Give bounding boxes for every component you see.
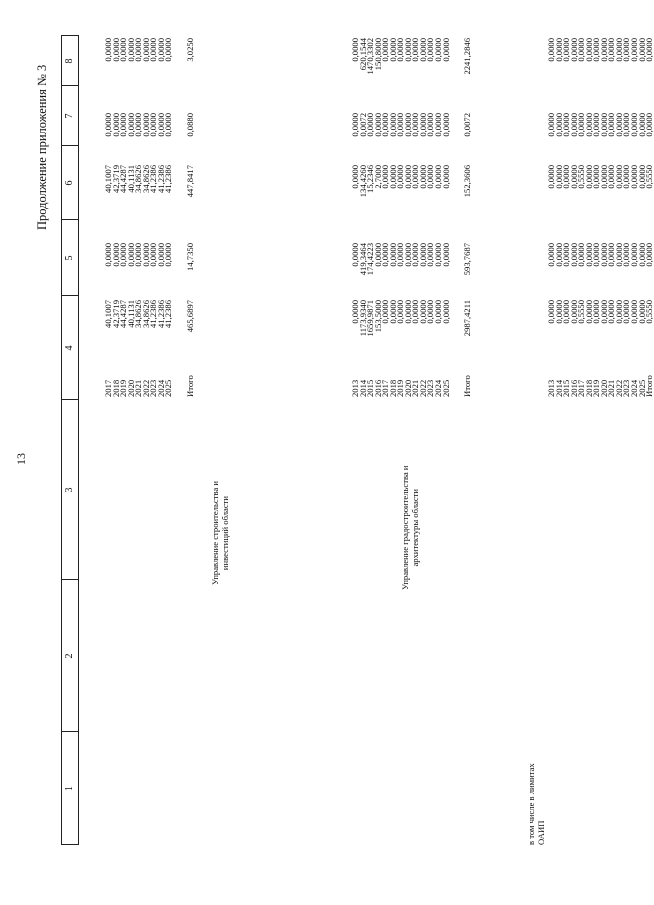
table-cell: 34,8626 [140, 165, 151, 193]
table-cell: 0,0000 [568, 243, 579, 267]
table-cell: 0,0000 [636, 300, 647, 324]
table-cell: 0,0000 [583, 165, 594, 189]
table-cell: 0,0000 [387, 300, 398, 324]
section-3-column-c6 [548, 165, 654, 225]
total-cell: 465,6897 [184, 300, 195, 333]
total-cell: 152,3606 [462, 165, 473, 198]
table-cell: 2023 [148, 379, 159, 397]
table-cell: 41,2386 [155, 165, 166, 193]
table-cell: 0,0000 [546, 300, 556, 324]
table-cell: 0,0000 [576, 38, 587, 62]
table-cell: 40,1007 [103, 165, 113, 193]
table-cell: 0,0000 [546, 243, 556, 267]
table-cell: 2015 [365, 379, 376, 397]
table-cell: 0,0000 [576, 243, 587, 267]
total-cell: 14,7350 [184, 243, 195, 271]
table-cell: 0,0000 [621, 300, 632, 324]
column-number-5: 5 [64, 255, 75, 261]
total-cell: 2987,4211 [462, 300, 473, 337]
table-cell: 0,0000 [103, 38, 113, 62]
table-cell: 2020 [598, 379, 609, 397]
table-cell: 0,0000 [410, 38, 421, 62]
table-cell: 0,0000 [561, 243, 572, 267]
table-cell: 153,5000 [372, 300, 383, 333]
table-cell: 0,0000 [380, 243, 391, 267]
table-cell: 0,0000 [387, 165, 398, 189]
column-number-3: 3 [64, 487, 75, 493]
table-cell: 0,0000 [140, 38, 151, 62]
table-cell: 34,8626 [133, 300, 144, 328]
table-cell: 2014 [357, 379, 368, 397]
table-cell: 0,0000 [598, 113, 609, 137]
table-cell: 0,0000 [133, 243, 144, 267]
table-cell: 2023 [621, 379, 632, 397]
table-cell: 2024 [433, 379, 444, 397]
table-cell: 0,0000 [402, 38, 413, 62]
table-cell: 0,0000 [387, 38, 398, 62]
section-1-column-c5 [105, 243, 173, 293]
table-cell: 0,0000 [613, 38, 624, 62]
section-2-column-c6 [352, 165, 450, 225]
table-cell: 0,0000 [410, 243, 421, 267]
table-cell: 41,2386 [163, 165, 174, 193]
total-cell: 0,0072 [462, 113, 473, 137]
org-label-line: Управление строительства и [210, 481, 220, 585]
table-cell: 0,0000 [644, 38, 654, 62]
table-cell: 0,0000 [621, 38, 632, 62]
table-cell: 1659,9871 [365, 300, 376, 337]
table-cell: 0,0000 [440, 113, 451, 137]
table-cell: 0,0000 [425, 300, 436, 324]
table-header-bottom-border [78, 35, 79, 845]
table-cell: 0,0000 [636, 165, 647, 189]
table-cell: 0,0000 [380, 300, 391, 324]
column-number-6: 6 [64, 180, 75, 186]
table-cell: 0,0000 [365, 113, 376, 137]
table-cell: 44,4287 [118, 165, 129, 193]
table-cell: 0,0000 [410, 300, 421, 324]
table-cell: 0,0000 [433, 38, 444, 62]
table-cell: 0,0000 [629, 165, 640, 189]
table-cell: 0,5550 [576, 165, 587, 189]
table-cell: 2018 [583, 379, 594, 397]
table-cell: 2020 [402, 379, 413, 397]
table-cell: 0,0000 [636, 113, 647, 137]
table-cell: 2022 [613, 379, 624, 397]
org-label-construction [210, 481, 230, 585]
table-cell: 44,4287 [118, 300, 129, 328]
table-cell: 0,0000 [425, 165, 436, 189]
column-number-4: 4 [64, 345, 75, 351]
table-cell: 0,0000 [621, 165, 632, 189]
table-cell: 0,0000 [568, 300, 579, 324]
table-cell: 0,0000 [591, 113, 602, 137]
table-cell: 0,0000 [591, 300, 602, 324]
table-cell: 0,0000 [433, 113, 444, 137]
table-cell: 0,0000 [598, 300, 609, 324]
table-cell: 0,0000 [133, 113, 144, 137]
appendix-caption: Продолжение приложения № 3 [35, 64, 49, 230]
table-cell: 0,0000 [561, 300, 572, 324]
org-label-line: Управление градостроительства и [400, 465, 410, 590]
table-cell: 0,0000 [387, 113, 398, 137]
table-cell: 0,0000 [425, 113, 436, 137]
table-cell: 0,0000 [553, 243, 564, 267]
table-cell: 0,0000 [402, 243, 413, 267]
table-cell: 0,0000 [644, 113, 654, 137]
table-cell: 0,0000 [395, 38, 406, 62]
table-cell: 0,0000 [103, 243, 113, 267]
total-cell: 447,8417 [184, 165, 195, 198]
section-3-column-year [548, 367, 654, 397]
table-cell: 0,0000 [417, 165, 428, 189]
table-cell: 0,0000 [417, 300, 428, 324]
table-cell: 40,1131 [125, 300, 136, 328]
table-cell: 0,0000 [380, 113, 391, 137]
table-cell: 0,0000 [629, 300, 640, 324]
table-cell: 2017 [380, 379, 391, 397]
table-cell: 0,0000 [402, 113, 413, 137]
table-cell: 2015 [561, 379, 572, 397]
table-cell: 2019 [591, 379, 602, 397]
table-cell: 42,3719 [110, 165, 121, 193]
table-cell: 0,0000 [598, 165, 609, 189]
table-cell: 0,0000 [606, 113, 617, 137]
table-cell: 0,0000 [606, 243, 617, 267]
section-2-column-c8 [352, 38, 450, 83]
table-cell: 0,0000 [417, 243, 428, 267]
table-cell: 0,0000 [372, 113, 383, 137]
table-cell: 2024 [155, 379, 166, 397]
section-3-column-c5 [548, 243, 654, 293]
table-cell: 41,2386 [148, 300, 159, 328]
note-line: в том числе в лимитах [526, 763, 536, 845]
table-cell: 2019 [118, 379, 129, 397]
table-cell: 0,0000 [636, 243, 647, 267]
section-3-column-c7 [548, 113, 654, 153]
total-cell: 0,0880 [184, 113, 195, 137]
table-cell: 0,0000 [583, 38, 594, 62]
table-cell: 620,1544 [357, 38, 368, 71]
table-cell: 41,2386 [155, 300, 166, 328]
table-cell: 15,2346 [365, 165, 376, 193]
table-cell: 419,3464 [357, 243, 368, 276]
table-cell: 0,0000 [440, 300, 451, 324]
table-cell: 0,0000 [553, 38, 564, 62]
table-cell: 2022 [417, 379, 428, 397]
org-label-line: инвестиций области [220, 495, 230, 571]
table-cell: 0,0000 [553, 300, 564, 324]
table-cell: 2017 [576, 379, 587, 397]
table-cell: 0,0000 [440, 165, 451, 189]
table-cell: 2021 [606, 379, 617, 397]
table-cell: 0,0000 [110, 38, 121, 62]
table-cell: 0,0000 [140, 243, 151, 267]
table-cell: 0,0000 [621, 113, 632, 137]
table-cell: 2025 [636, 379, 647, 397]
section-2-column-c7 [352, 113, 450, 153]
total-cell: Итого [462, 375, 473, 397]
table-cell: 2024 [629, 379, 640, 397]
table-cell: 0,0000 [591, 165, 602, 189]
table-cell: 0,0000 [636, 38, 647, 62]
table-cell: 0,0000 [546, 38, 556, 62]
table-cell: 0,0000 [163, 38, 174, 62]
table-cell: 0,0000 [402, 300, 413, 324]
table-cell: 0,0000 [613, 165, 624, 189]
table-cell: 2019 [395, 379, 406, 397]
table-cell: 2025 [440, 379, 451, 397]
table-cell: 0,0000 [350, 113, 360, 137]
table-cell: 0,0000 [125, 113, 136, 137]
table-cell: 2018 [110, 379, 121, 397]
table-cell: 41,2386 [163, 300, 174, 328]
table-cell: 0,0000 [148, 113, 159, 137]
table-cell: 0,0000 [155, 113, 166, 137]
table-cell: 0,0000 [621, 243, 632, 267]
section-1-column-c7 [105, 113, 173, 153]
table-cell: 0,5550 [576, 300, 587, 324]
table-cell: 0,0000 [568, 165, 579, 189]
table-cell: 0,0000 [606, 165, 617, 189]
table-cell: 0,0000 [440, 243, 451, 267]
table-cell: 40,1131 [125, 165, 136, 193]
table-cell: 0,0000 [644, 243, 654, 267]
table-cell: 150,8000 [372, 38, 383, 71]
table-cell: 0,0000 [110, 113, 121, 137]
table-cell: 0,0000 [583, 300, 594, 324]
total-cell: 3,0250 [184, 38, 195, 62]
table-cell: 134,4260 [357, 165, 368, 198]
section-1-column-c4 [105, 300, 173, 360]
table-cell: 0,0000 [148, 38, 159, 62]
column-number-7: 7 [64, 113, 75, 119]
table-cell: 2013 [350, 379, 360, 397]
table-cell: 0,0000 [546, 165, 556, 189]
section-2-column-c5 [352, 243, 450, 293]
table-cell: 0,0000 [380, 38, 391, 62]
table-cell: 0,0000 [350, 165, 360, 189]
table-cell: 0,0000 [395, 165, 406, 189]
table-cell: 0,0000 [433, 165, 444, 189]
table-cell: 2016 [372, 379, 383, 397]
org-label-urban-planning [400, 466, 420, 591]
table-cell: 0,0000 [110, 243, 121, 267]
total-cell: Итого [184, 375, 195, 397]
table-cell: 0,0000 [372, 243, 383, 267]
table-cell: 40,1007 [103, 300, 113, 328]
column-number-1: 1 [64, 786, 75, 791]
table-cell: 0,0000 [410, 165, 421, 189]
table-cell: 2022 [140, 379, 151, 397]
table-cell: 2016 [568, 379, 579, 397]
page-number: 13 [14, 453, 28, 465]
table-cell: 0,0000 [553, 165, 564, 189]
table-cell: 0,0000 [583, 243, 594, 267]
section-3-column-c8 [548, 38, 654, 83]
table-cell: 0,0000 [395, 243, 406, 267]
table-cell: 0,5550 [644, 165, 654, 189]
table-cell: 0,0000 [440, 38, 451, 62]
table-cell: 0,0000 [576, 113, 587, 137]
table-cell: 0,0000 [606, 300, 617, 324]
table-cell: 41,2386 [148, 165, 159, 193]
table-cell: 0,0000 [606, 38, 617, 62]
table-top-border [61, 35, 62, 845]
table-cell: 0,0000 [395, 113, 406, 137]
total-cell: 593,7687 [462, 243, 473, 276]
table-cell: 0,0072 [357, 113, 368, 137]
note-line: ОАИП [536, 820, 546, 845]
table-cell: 0,0000 [148, 243, 159, 267]
table-cell: 2021 [410, 379, 421, 397]
table-cell: 0,0000 [155, 243, 166, 267]
section-2-column-c4 [352, 300, 450, 360]
table-cell: 0,0000 [402, 165, 413, 189]
table-cell: 0,0000 [553, 113, 564, 137]
table-cell: 0,0000 [591, 243, 602, 267]
table-cell: 0,0000 [629, 38, 640, 62]
table-cell: 2020 [125, 379, 136, 397]
table-cell: 0,0000 [598, 38, 609, 62]
table-cell: 0,0000 [433, 243, 444, 267]
table-cell: 0,0000 [350, 243, 360, 267]
table-cell: 42,3719 [110, 300, 121, 328]
table-cell: 0,0000 [629, 243, 640, 267]
table-cell: 0,0000 [163, 243, 174, 267]
table-cell: 2023 [425, 379, 436, 397]
table-cell: 0,5550 [644, 300, 654, 324]
table-cell: 0,0000 [118, 243, 129, 267]
table-cell: 0,0000 [103, 113, 113, 137]
table-cell: Итого [644, 375, 654, 397]
table-cell: 0,0000 [613, 243, 624, 267]
table-cell: 0,0000 [629, 113, 640, 137]
table-cell: 2014 [553, 379, 564, 397]
table-cell: 0,0000 [425, 243, 436, 267]
section-1-column-year [105, 367, 173, 397]
note-oaip [526, 763, 546, 845]
total-cell: 2241,2846 [462, 38, 473, 75]
table-cell: 2021 [133, 379, 144, 397]
table-cell: 0,0000 [118, 113, 129, 137]
table-cell: 0,0000 [425, 38, 436, 62]
table-cell: 34,8626 [133, 165, 144, 193]
table-cell: 0,0000 [568, 38, 579, 62]
table-cell: 0,0000 [163, 113, 174, 137]
table-cell: 0,0000 [410, 113, 421, 137]
table-cell: 174,4223 [365, 243, 376, 276]
table-cell: 0,0000 [140, 113, 151, 137]
table-cell: 0,0000 [433, 300, 444, 324]
table-cell: 0,0000 [155, 38, 166, 62]
table-cell: 0,0000 [125, 243, 136, 267]
column-number-8: 8 [64, 58, 75, 64]
table-cell: 0,0000 [395, 300, 406, 324]
table-cell: 2017 [103, 379, 113, 397]
table-cell: 0,0000 [613, 113, 624, 137]
table-cell: 2018 [387, 379, 398, 397]
table-cell: 0,0000 [568, 113, 579, 137]
column-number-2: 2 [64, 653, 75, 659]
table-cell: 0,0000 [118, 38, 129, 62]
section-3-column-c4 [548, 300, 654, 360]
table-cell: 1173,9340 [357, 300, 368, 337]
table-cell: 0,0000 [133, 38, 144, 62]
table-cell: 0,0000 [598, 243, 609, 267]
table-cell: 0,0000 [546, 113, 556, 137]
table-cell: 0,0000 [561, 113, 572, 137]
section-1-column-c6 [105, 165, 173, 225]
org-label-line: архитектуры области [410, 488, 420, 567]
table-cell: 2025 [163, 379, 174, 397]
table-cell: 0,0000 [417, 113, 428, 137]
table-cell: 1470,3302 [365, 38, 376, 75]
table-cell: 34,8626 [140, 300, 151, 328]
table-cell: 0,0000 [380, 165, 391, 189]
table-cell: 0,0000 [350, 300, 360, 324]
table-cell: 2,7000 [372, 165, 383, 189]
table-cell: 0,0000 [387, 243, 398, 267]
section-2-column-year [352, 367, 450, 397]
table-cell: 0,0000 [561, 165, 572, 189]
table-cell: 0,0000 [125, 38, 136, 62]
table-cell: 0,0000 [613, 300, 624, 324]
table-cell: 2013 [546, 379, 556, 397]
table-cell: 0,0000 [417, 38, 428, 62]
table-cell: 0,0000 [561, 38, 572, 62]
table-cell: 0,0000 [583, 113, 594, 137]
table-cell: 0,0000 [591, 38, 602, 62]
section-1-column-c8 [105, 38, 173, 83]
table-cell: 0,0000 [350, 38, 360, 62]
